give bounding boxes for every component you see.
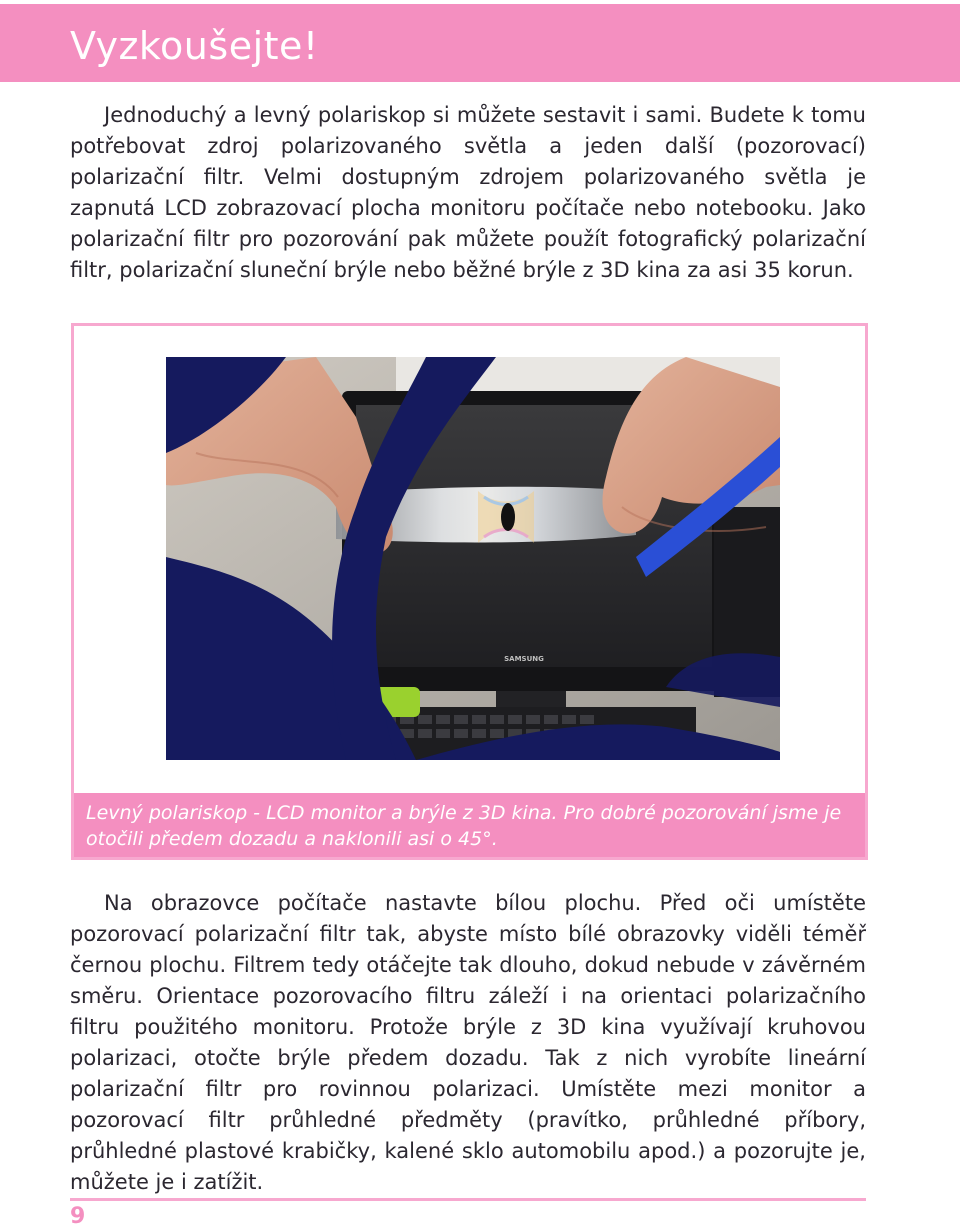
dark-spot — [501, 503, 515, 531]
footer-rule — [70, 1198, 866, 1201]
top-rule — [0, 0, 960, 3]
figure-caption: Levný polariskop - LCD monitor a brýle z 3D kina. Pro dobré pozorování jsme je otočili předem dozadu a naklonili asi o 45°. — [86, 802, 842, 850]
monitor-brand: SAMSUNG — [504, 655, 544, 663]
page-number: 9 — [70, 1204, 86, 1229]
figure-frame — [71, 323, 868, 860]
page-title: Vyzkoušejte! — [70, 24, 319, 68]
header-band — [0, 4, 960, 82]
intro-paragraph: Jednoduchý a levný polariskop si můžete sestavit i sami. Budete k tomu potřebovat zdroj polarizovaného světla a jeden další (pozorovací) polarizační filtr. Velmi dostupným zdrojem polarizovaného světla je zapnutá LCD zobrazovací plocha monitoru počítače nebo notebooku. Jako polarizační filtr pro pozorování pak můžete použít fotografický polarizační filtr, polarizační sluneční brýle nebo běžné brýle z 3D kina za asi 35 korun. — [70, 103, 866, 282]
polariscope-photo — [166, 357, 780, 760]
instructions-paragraph: Na obrazovce počítače nastavte bílou plochu. Před oči umístěte pozorovací polarizační filtr tak, abyste místo bílé obrazovky viděli téměř černou plochu. Filtrem tedy otáčejte tak dlouho, dokud nebude v závěrném směru. Orientace pozorovacího filtru záleží i na orientaci polarizačního filtru použitého monitoru. Protože brýle z 3D kina využívají kruhovou polarizaci, otočte brýle předem dozadu. Tak z nich vyrobíte lineární polarizační filtr pro rovinnou polarizaci. Umístěte mezi monitor a pozorovací filtr průhledné předměty (pravítko, průhledné příbory, průhledné plastové krabičky, kalené sklo automobilu apod.) a pozorujte je, můžete je i zatížit. — [70, 891, 866, 1194]
caption-band — [74, 793, 865, 857]
